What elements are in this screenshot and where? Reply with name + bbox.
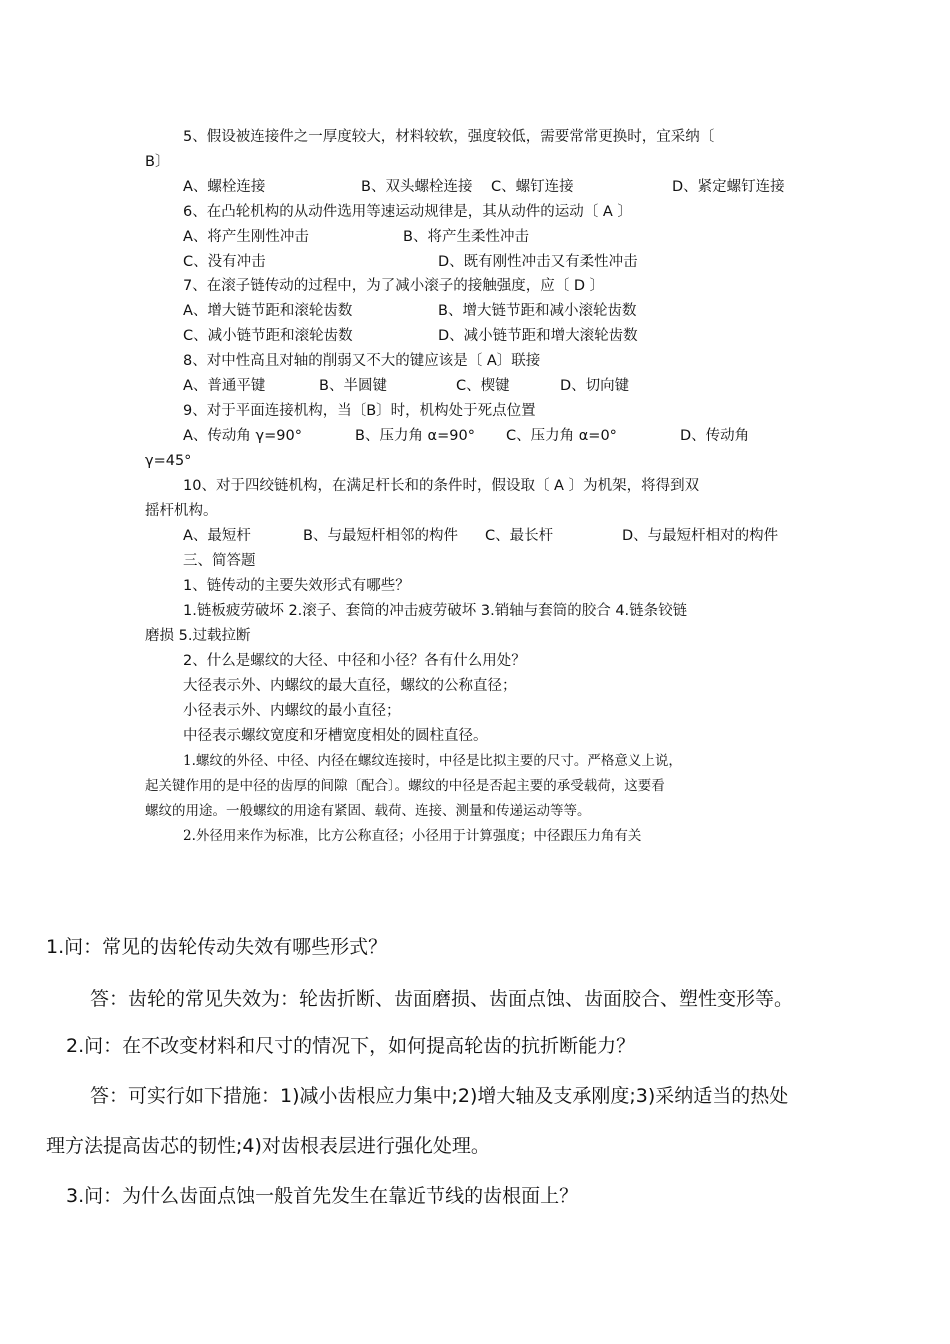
q9-stem: 9、对于平面连接机构，当〔B〕时，机构处于死点位置 xyxy=(183,403,536,419)
q6-option-a: A、将产生刚性冲击 xyxy=(183,229,309,245)
q9-option-d-cont: γ=45° xyxy=(145,453,192,469)
q6-option-c: C、没有冲击 xyxy=(183,254,266,270)
q9-option-b: B、压力角 α=90° xyxy=(355,428,475,444)
q10-option-c: C、最长杆 xyxy=(485,528,554,544)
q7-stem: 7、在滚子链传动的过程中，为了减小滚子的接触强度，应〔 D 〕 xyxy=(183,278,605,294)
q5-stem: 5、假设被连接件之一厚度较大，材料较软，强度较低，需要常常更换时，宜采纳〔 xyxy=(183,129,715,145)
q10-stem-cont: 摇杆机构。 xyxy=(145,503,218,519)
qa-answer-1: 答：齿轮的常见失效为：轮齿折断、齿面磨损、齿面点蚀、齿面胶合、塑性变形等。 xyxy=(90,988,794,1010)
q5-option-c: C、螺钉连接 xyxy=(491,179,574,195)
q6-stem: 6、在凸轮机构的从动件选用等速运动规律是，其从动件的运动〔 A 〕 xyxy=(183,204,632,220)
q8-option-b: B、半圆键 xyxy=(319,378,387,394)
q5-answer: B〕 xyxy=(145,154,170,170)
section-heading: 三、简答题 xyxy=(183,553,256,569)
q6-option-d: D、既有刚性冲击又有柔性冲击 xyxy=(438,254,638,270)
q6-option-b: B、将产生柔性冲击 xyxy=(403,229,529,245)
q7-option-b: B、增大链节距和减小滚轮齿数 xyxy=(438,303,637,319)
q8-option-d: D、切向键 xyxy=(560,378,630,394)
s1-answer-cont: 磨损 5.过载拉断 xyxy=(145,628,251,644)
q9-option-a: A、传动角 γ=90° xyxy=(183,428,302,444)
s1-answer: 1.链板疲劳破坏 2.滚子、套筒的冲击疲劳破坏 3.销轴与套筒的胶合 4.链条铰链 xyxy=(183,603,688,619)
q7-option-d: D、减小链节距和增大滚轮齿数 xyxy=(438,328,638,344)
s2-answer-3: 中径表示螺纹宽度和牙槽宽度相处的圆柱直径。 xyxy=(183,728,488,744)
s2-paragraph1-line3: 螺纹的用途。一般螺纹的用途有紧固、载荷、连接、测量和传递运动等等。 xyxy=(145,803,591,819)
s2-answer-1: 大径表示外、内螺纹的最大直径，螺纹的公称直径； xyxy=(183,678,517,694)
qa-question-3: 3.问：为什么齿面点蚀一般首先发生在靠近节线的齿根面上？ xyxy=(66,1185,579,1207)
q8-option-c: C、楔键 xyxy=(456,378,510,394)
s2-paragraph1-line1: 1.螺纹的外径、中径、内径在螺纹连接时，中径是比拟主要的尺寸。严格意义上说， xyxy=(183,753,682,769)
qa-question-1: 1.问：常见的齿轮传动失效有哪些形式？ xyxy=(46,936,388,958)
q9-option-c: C、压力角 α=0° xyxy=(506,428,617,444)
q10-option-a: A、最短杆 xyxy=(183,528,251,544)
qa-answer-2-line2: 理方法提高齿芯的韧性;4)对齿根表层进行强化处理。 xyxy=(46,1135,490,1157)
q5-option-b: B、双头螺栓连接 xyxy=(361,179,473,195)
q10-stem: 10、对于四绞链机构，在满足杆长和的条件时，假设取〔 A 〕为机架，将得到双 xyxy=(183,478,700,494)
q9-option-d: D、传动角 xyxy=(680,428,750,444)
s2-paragraph1-line2: 起关键作用的是中径的齿厚的间隙〔配合〕。螺纹的中径是否起主要的承受载荷，这要看 xyxy=(145,778,665,794)
q7-option-a: A、增大链节距和滚轮齿数 xyxy=(183,303,353,319)
qa-question-2: 2.问：在不改变材料和尺寸的情况下，如何提高轮齿的抗折断能力？ xyxy=(66,1035,636,1057)
q10-option-b: B、与最短杆相邻的构件 xyxy=(303,528,458,544)
q5-option-a: A、螺栓连接 xyxy=(183,179,266,195)
s2-paragraph2: 2.外径用来作为标准，比方公称直径；小径用于计算强度；中径跟压力角有关 xyxy=(183,828,642,844)
q10-option-d: D、与最短杆相对的构件 xyxy=(622,528,779,544)
s1-question: 1、链传动的主要失效形式有哪些？ xyxy=(183,578,410,594)
q8-stem: 8、对中性高且对轴的削弱又不大的键应该是〔 A〕联接 xyxy=(183,353,541,369)
s2-answer-2: 小径表示外、内螺纹的最小直径； xyxy=(183,703,401,719)
qa-answer-2-line1: 答：可实行如下措施：1)减小齿根应力集中;2)增大轴及支承刚度;3)采纳适当的热处 xyxy=(90,1085,789,1107)
s2-question: 2、什么是螺纹的大径、中径和小径？各有什么用处？ xyxy=(183,653,526,669)
q7-option-c: C、减小链节距和滚轮齿数 xyxy=(183,328,353,344)
q5-option-d: D、紧定螺钉连接 xyxy=(672,179,785,195)
q8-option-a: A、普通平键 xyxy=(183,378,266,394)
